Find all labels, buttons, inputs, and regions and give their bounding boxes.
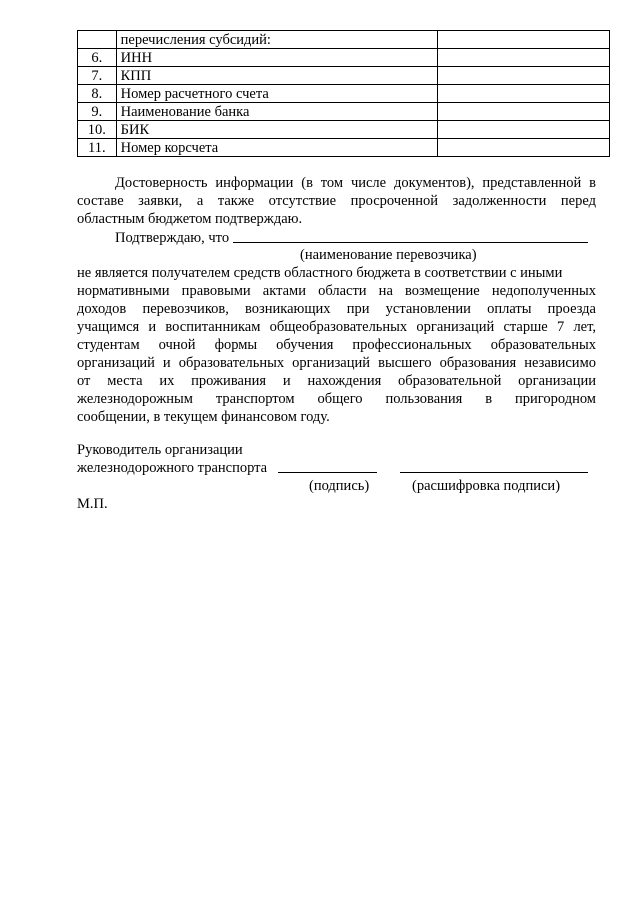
requisites-table	[77, 30, 610, 157]
table-row	[78, 139, 610, 157]
signature-hint: (подпись)	[309, 478, 370, 494]
table-row	[78, 121, 610, 139]
row-number: 9.	[78, 103, 117, 121]
head-title-line-2: железнодорожного транспорта	[77, 460, 268, 476]
row-label: Номер расчетного счета	[116, 85, 437, 103]
statement-line-1: не является получателем средств областного бюджета в соответствии с иными	[77, 265, 563, 281]
statement-line-5: студентам очной формы обучения профессиональных образовательных	[77, 337, 596, 353]
table-row	[78, 85, 610, 103]
statement-line-7: от места их проживания и нахождения образовательной организации	[77, 373, 596, 389]
confirmation-line-3: областным бюджетом подтверждаю.	[77, 211, 303, 227]
carrier-name-blank[interactable]	[233, 242, 588, 243]
row-label: Номер корсчета	[116, 139, 437, 157]
confirmation-line-2: составе заявки, а также отсутствие просроченной задолженности перед	[77, 193, 596, 209]
signature-decode-hint: (расшифровка подписи)	[412, 478, 561, 494]
row-label: ИНН	[116, 49, 437, 67]
statement-line-2: нормативными правовыми актами области на возмещение недополученных	[77, 283, 596, 299]
row-value-field[interactable]	[438, 31, 610, 49]
statement-line-3: доходов перевозчиков, возникающих при установлении оплаты проезда	[77, 301, 596, 317]
statement-line-6: организаций и образовательных организаций высшего образования независимо	[77, 355, 596, 371]
statement-line-9: сообщении, в текущем финансовом году.	[77, 409, 330, 425]
row-value-field[interactable]	[438, 103, 610, 121]
table-row	[78, 103, 610, 121]
table-row	[78, 31, 610, 49]
row-value-field[interactable]	[438, 67, 610, 85]
signature-decode-blank[interactable]	[400, 472, 588, 473]
row-number: 6.	[78, 49, 117, 67]
row-number: 7.	[78, 67, 117, 85]
row-value-field[interactable]	[438, 139, 610, 157]
row-label: перечисления субсидий:	[116, 31, 437, 49]
row-label: Наименование банка	[116, 103, 437, 121]
row-number: 8.	[78, 85, 117, 103]
table-row	[78, 67, 610, 85]
row-number: 10.	[78, 121, 117, 139]
stamp-place-label: М.П.	[77, 496, 108, 512]
row-number	[78, 31, 117, 49]
row-value-field[interactable]	[438, 85, 610, 103]
confirmation-line-1: Достоверность информации (в том числе документов), представленной в	[115, 175, 596, 191]
table-row	[78, 49, 610, 67]
row-label: КПП	[116, 67, 437, 85]
row-value-field[interactable]	[438, 121, 610, 139]
carrier-name-hint: (наименование перевозчика)	[300, 247, 477, 263]
head-title-line-1: Руководитель организации	[77, 442, 243, 458]
confirm-carrier-prefix: Подтверждаю, что	[115, 230, 230, 246]
signature-blank[interactable]	[278, 472, 377, 473]
statement-line-8: железнодорожным транспортом общего пользования в пригородном	[77, 391, 596, 407]
row-value-field[interactable]	[438, 49, 610, 67]
row-number: 11.	[78, 139, 117, 157]
row-label: БИК	[116, 121, 437, 139]
statement-line-4: учащимся и воспитанникам общеобразовательных организаций старше 7 лет,	[77, 319, 596, 335]
